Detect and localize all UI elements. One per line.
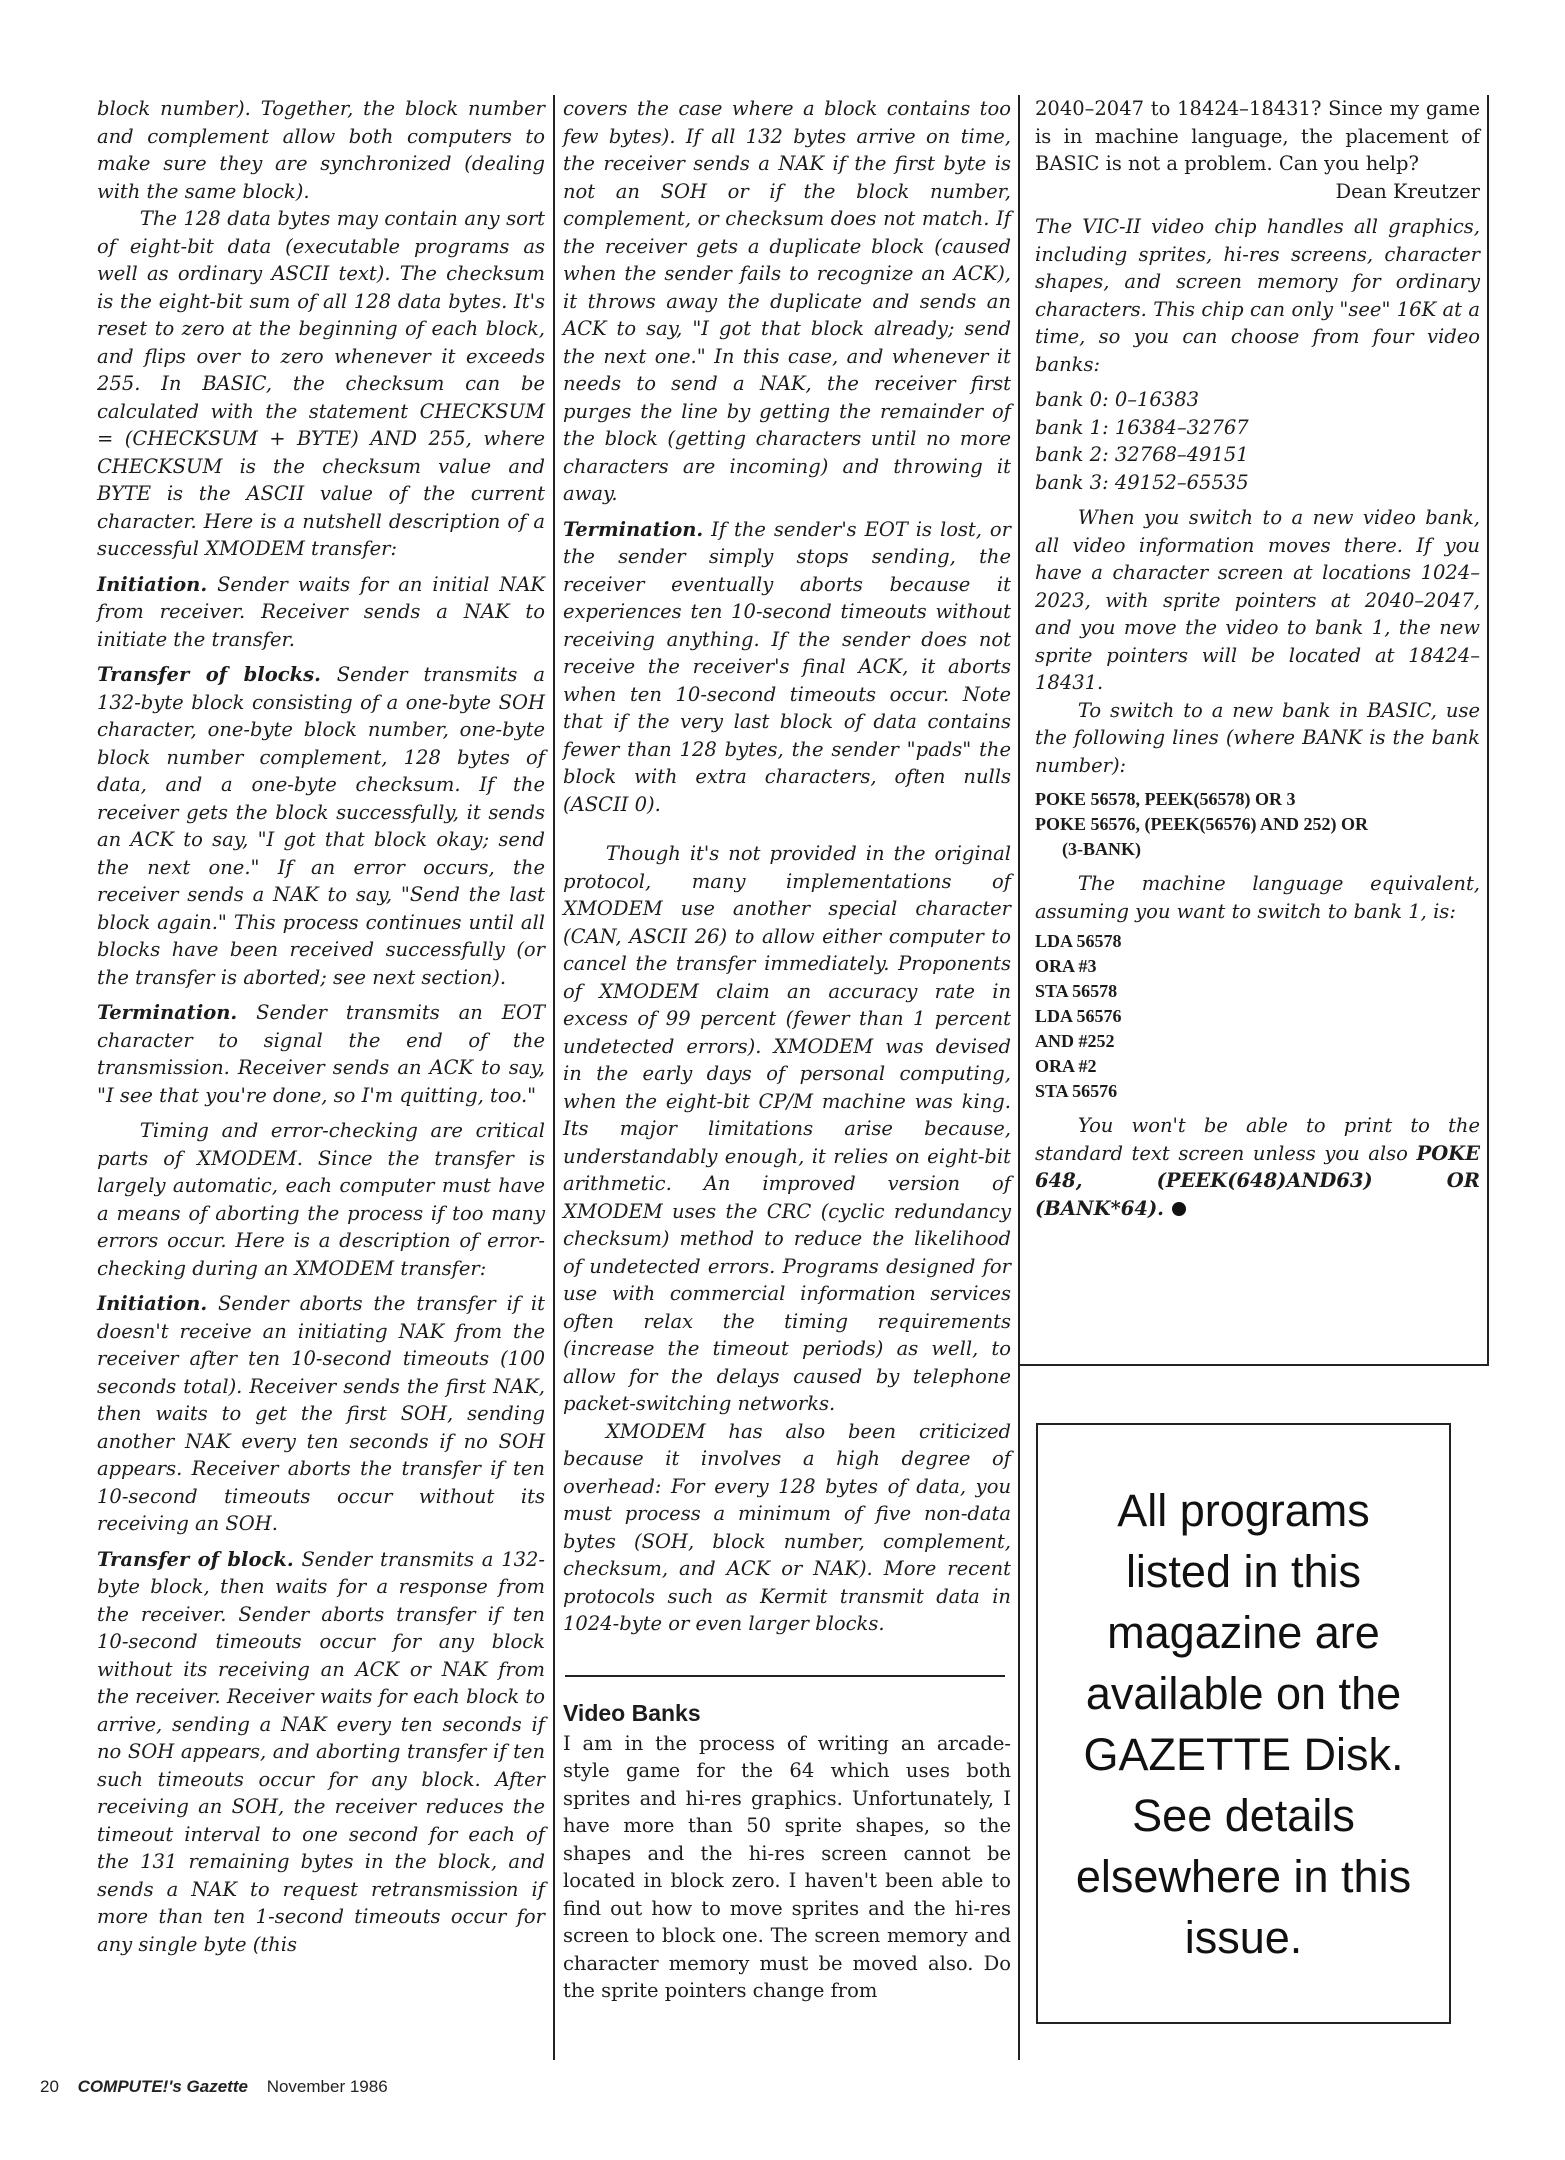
paragraph-vic: The VIC-II video chip handles all graphics, including sprites, hi-res screens, character shapes, and screen memory for ordinary characters. This chip can only "see" 16K at a time, so you can choose from four video banks: [1035, 215, 1480, 376]
code-line: ORA #2 [1035, 1056, 1097, 1076]
bank-list-item: bank 2: 32768–49151 [1035, 443, 1249, 466]
magazine-name: COMPUTE!'s Gazette [77, 2077, 248, 2096]
paragraph-though: Though it's not provided in the original protocol, many implementations of XMODEM use another special character (CAN, ASCII 26) to allow either computer to cancel the transfer immediately. Proponents of XMODEM claim an accuracy rate in excess of 99 percent (fewer than 1 percent undetected errors). XMODEM was devised in the early days of personal computing, when the eight-bit CP/M machine was king. Its major limitations arise because, understandably enough, it relies on eight-bit arithmetic. An improved version of XMODEM uses the CRC (cyclic redundancy checksum) method to reduce the likelihood of undetected errors. Programs designed for use with commercial information services often relax the timing requirements (increase the timeout periods) as well, to allow for the delays caused by telephone packet-switching networks. [563, 842, 1011, 1415]
bank-list-item: bank 1: 16384–32767 [1035, 415, 1249, 439]
termination-errors-label: Termination. [563, 517, 704, 541]
print-code: POKE 648, (PEEK(648)AND63) OR (BANK*64). [1035, 1141, 1480, 1220]
page-number: 20 [40, 2077, 59, 2096]
letter-signature: Dean Kreutzer [1335, 179, 1480, 203]
code-line: STA 56576 [1035, 1081, 1118, 1101]
transfer-block-errors-text: Sender transmits a 132-byte block, then waits for a response from the receiver. Sender aborts transfer if ten 10-second timeouts occur for any block without its receiving an ACK or NAK from the receiver. Receiver waits for each block to arrive, sending a NAK every ten seconds if no SOH appears, and aborting transfer if ten such timeouts occur for any block. After receiving an SOH, the receiver reduces the timeout interval to one second for each of the 131 remaining bytes in the block, and sends a NAK to request retransmission if more than ten 1-second timeouts occur for any single byte (this [97, 1547, 546, 1956]
paragraph-initiation-errors [97, 1290, 545, 1538]
initiation-errors-label: Initiation. [97, 1292, 208, 1315]
paragraph-print [1035, 1112, 1480, 1222]
disk-notice-box [1036, 1423, 1451, 2024]
column-rule-left [553, 95, 555, 2060]
code-basic [1035, 787, 1480, 862]
transfer-block-errors-label: Transfer of block. [97, 1547, 294, 1571]
issue-date: November 1986 [266, 2077, 388, 2096]
paragraph-criticized: XMODEM has also been criticized because it involves a high degree of overhead: For every 128 bytes of data, you must process a minimum of five non-data bytes (SOH, block number, complement, checksum, and ACK or NAK). More recent protocols such as Kermit transmit data in 1024-byte or even larger blocks. [563, 1419, 1011, 1635]
disk-notice-text: All programs listed in this magazine are available on the GAZETTE Disk. See details elsewhere in this issue. [1075, 1484, 1412, 1963]
transfer-blocks-text: Sender transmits a 132-byte block consisting of a one-byte SOH character, one-byte block number, one-byte block number complement, 128 bytes of data, and a one-byte checksum. If the receiver gets the block successfully, it sends an ACK to say, "I got that block okay; send the next one." If an error occurs, the receiver sends a NAK to say, "Send the last block again." This process continues until all blocks have been received successfully (or the transfer is aborted; see next section). [97, 663, 545, 989]
paragraph-termination-errors [563, 516, 1011, 819]
section-heading-video-banks: Video Banks [563, 1699, 701, 1726]
bank-list-item: bank 3: 49152–65535 [1035, 470, 1249, 494]
paragraph-termination [97, 999, 545, 1109]
column-1 [97, 95, 545, 1958]
bank-list-item: bank 0: 0–16383 [1035, 388, 1200, 411]
column-2 [563, 95, 1011, 2005]
termination-label: Termination. [97, 1001, 238, 1024]
termination-errors-text: If the sender's EOT is lost, or the sender simply stops sending, the receiver eventually aborts because it experiences ten 10-second timeouts without receiving anything. If the sender does not receive the receiver's final ACK, it aborts when ten 10-second timeouts occur. Note that if the very last block of data contains fewer than 128 bytes, the sender "pads" the block with extra characters, often nulls (ASCII 0). [563, 517, 1011, 816]
paragraph-letter: I am in the process of writing an arcade-style game for the 64 which uses both sprites and hi-res graphics. Unfortunately, I have more than 50 sprite shapes, so the shapes and the hi-res screen cannot be located in block zero. I haven't been able to find out how to move sprites and the hi-res screen to block one. The screen memory and character memory must be moved also. Do the sprite pointers change from [563, 1731, 1011, 2002]
initiation-errors-text: Sender aborts the transfer if it doesn't receive an initiating NAK from the receiver after ten 10-second timeouts (100 seconds total). Receiver sends the first NAK, then waits to get the first SOH, sending another NAK every ten seconds if no SOH appears. Receiver aborts the transfer if ten 10-second timeouts occur without its receiving an SOH. [97, 1292, 545, 1535]
initiation-text: Sender waits for an initial NAK from receiver. Receiver sends a NAK to initiate the transfer. [97, 572, 545, 651]
print-text: You won't be able to print to the standard text screen unless you also [1035, 1114, 1480, 1165]
code-line: STA 56578 [1035, 981, 1118, 1001]
column-3 [1035, 95, 1480, 1222]
page-footer [40, 2077, 402, 2097]
initiation-label: Initiation. [97, 572, 208, 596]
sidebar-bottom-rule [1020, 1364, 1489, 1366]
code-line: POKE 56576, (PEEK(56576) AND 252) OR [1035, 814, 1368, 834]
paragraph-intro: block number). Together, the block number and complement allow both computers to make sure they are synchronized (dealing with the same block). [97, 97, 545, 203]
code-line: ORA #3 [1035, 956, 1097, 976]
column-rule-outer [1487, 95, 1489, 1365]
transfer-blocks-label: Transfer of blocks. [97, 663, 321, 686]
termination-text: Sender transmits an EOT character to signal the end of the transmission. Receiver sends an ACK to say, "I see that you're done, so I'm quitting, too." [97, 1001, 545, 1107]
paragraph-switch: When you switch to a new video bank, all video information moves there. If you have a character screen at locations 1024–2023, with sprite pointers at 2040–2047, and you move the video to bank 1, the new sprite pointers will be located at 18424–18431. [1035, 506, 1480, 694]
code-line: (3-BANK) [1062, 839, 1141, 859]
paragraph-continued: covers the case where a block contains too few bytes). If all 132 bytes arrive on time, the receiver sends a NAK if the first byte is not an SOH or if the block number, complement, or checksum does not match. If the receiver gets a duplicate block (caused when the sender fails to recognize an ACK), it throws away the duplicate and sends an ACK to say, "I got that block already; send the next one." In this case, and whenever it needs to send a NAK, the receiver first purges the line by getting the remainder of the block (getting characters until no more characters are incoming) and throwing it away. [563, 97, 1011, 505]
code-line: LDA 56578 [1035, 931, 1122, 951]
paragraph-data-bytes: The 128 data bytes may contain any sort of eight-bit data (executable programs as well as ordinary ASCII text). The checksum is the eight-bit sum of all 128 data bytes. It's reset to zero at the beginning of each block, and flips over to zero whenever it exceeds 255. In BASIC, the checksum can be calculated with the statement CHECKSUM = (CHECKSUM + BYTE) AND 255, where CHECKSUM is the checksum value and BYTE is the ASCII value of the current character. Here is a nutshell description of a successful XMODEM transfer: [97, 207, 545, 560]
paragraph-transfer-blocks [97, 661, 545, 991]
end-mark-icon [1172, 1202, 1186, 1216]
code-line: LDA 56576 [1035, 1006, 1122, 1026]
paragraph-initiation [97, 571, 545, 654]
paragraph-basic: To switch to a new bank in BASIC, use the following lines (where BANK is the bank number): [1035, 698, 1480, 777]
paragraph-ml: The machine language equivalent, assuming you want to switch to bank 1, is: [1035, 872, 1480, 923]
paragraph-transfer-block-errors [97, 1546, 545, 1959]
code-line: POKE 56578, PEEK(56578) OR 3 [1035, 789, 1296, 809]
code-line: AND #252 [1035, 1031, 1115, 1051]
bank-list [1035, 386, 1480, 496]
paragraph-timing: Timing and error-checking are critical parts of XMODEM. Since the transfer is largely automatic, each computer must have a means of aborting the process if too many errors occur. Here is a description of error-checking during an XMODEM transfer: [97, 1119, 545, 1280]
column-rule-right [1018, 95, 1020, 2060]
code-ml [1035, 929, 1480, 1104]
paragraph-letter-continued: 2040–2047 to 18424–18431? Since my game is in machine language, the placement of BASIC is not a problem. Can you help? [1035, 97, 1480, 175]
